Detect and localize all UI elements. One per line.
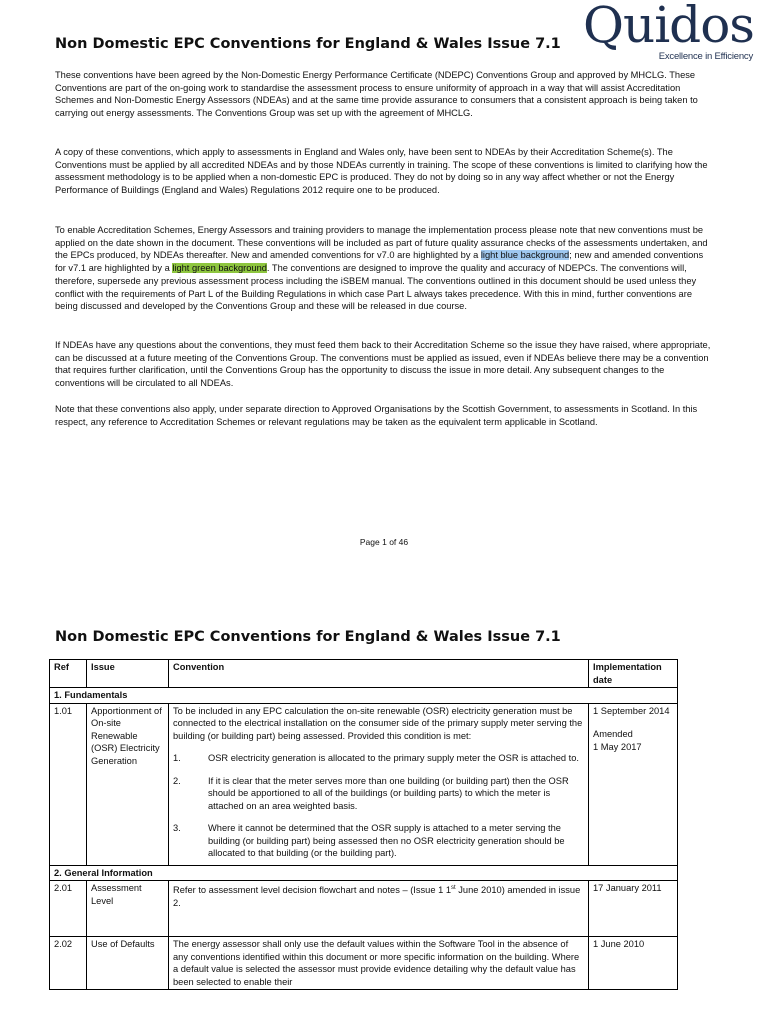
header-ref: Ref xyxy=(50,660,87,688)
cell-date: 1 June 2010 xyxy=(589,937,678,990)
list-item xyxy=(173,752,584,765)
cell-convention xyxy=(169,881,589,937)
list-item xyxy=(173,822,584,860)
intro-p3-text-c: . The conventions are designed to improve the quality and accuracy of NDEPCs. The conventions will, therefore, supersede any previous assessment process including the iSBEM manual. The conventions outlined in this document should be used unless they conflict with the requirements of Part L of the Building Regulations in which case Part L always takes precedence. With this in mind, further conventions are being discussed and developed by the Conventions Group and these will be released in due course. xyxy=(55,263,697,312)
section-title: 2. General Information xyxy=(50,865,678,881)
intro-paragraph-3 xyxy=(55,224,715,313)
intro-paragraph-4: If NDEAs have any questions about the conventions, they must feed them back to their Accreditation Scheme so the issue they have raised, where appropriate, can be discussed at a future meeting of the Conventions Group. The conventions must be applied as issued, even if NDEAs believe there may be a convention that requires further clarification, until the Conventions Group has the opportunity to discuss the issue in more detail. Any subsequent changes to the conventions will be circulated to all NDEAs. xyxy=(55,340,711,389)
intro-p3-text-b: ; new and amended conventions for v7.1 are highlighted by a xyxy=(55,250,704,274)
implementation-date: 1 September 2014 xyxy=(593,705,670,716)
intro-p3-text-a: To enable Accreditation Schemes, Energy Assessors and training providers to manage the implementation process please note that new conventions must be applied on the date shown in the document. These conventions will be included as part of future quality assurance checks of the assessments undertaken, and the EPCs produced, by NDEAs thereafter. New and amended conventions for v7.0 are highlighted by a xyxy=(55,225,708,261)
intro-paragraph-2: A copy of these conventions, which apply to assessments in England and Wales only, have been sent to NDEAs by their Accreditation Scheme(s). The Conventions must be applied by all accredited NDEAs and by those NDEAs currently in training. The scope of these conventions is limited to clarifying how the assessment methodology is to be applied when a non-domestic EPC is produced. They do not by doing so in any way affect whether or not the Energy Performance of Buildings (England and Wales) Regulations 2012 require one to be produced. xyxy=(55,147,708,196)
convention-text: To be included in any EPC calculation the on-site renewable (OSR) electricity generation must be connected to the electrical installation on the consumer side of the primary supply meter serving the building (or building part) being assessed. Provided this condition is met: xyxy=(173,705,583,741)
amended-date: 1 May 2017 xyxy=(593,741,642,752)
list-text: If it is clear that the meter serves more than one building (or building part) then the OSR should be apportioned to all of the buildings (or building parts) to which the meter is attached on an area weighted basis. xyxy=(208,775,569,811)
cell-date xyxy=(589,703,678,865)
intro-paragraph-5: Note that these conventions also apply, under separate direction to Approved Organisations by the Scottish Government, to assessments in Scotland. In this respect, any reference to Accreditation Schemes or relevant regulations may be taken as the equivalent term applicable in Scotland. xyxy=(55,404,698,427)
list-text: Where it cannot be determined that the OSR supply is attached to a meter serving the building (or building part) being assessed then no OSR electricity generation should be allocated to that building (or the building part). xyxy=(208,823,565,858)
header-issue: Issue xyxy=(87,660,169,688)
cell-issue: Use of Defaults xyxy=(87,937,169,990)
table-row xyxy=(50,703,678,865)
cell-convention xyxy=(169,703,589,865)
header-implementation-date: Implementation date xyxy=(589,660,678,688)
cell-convention: The energy assessor shall only use the default values within the Software Tool in the absence of any conventions identified within this document or more specific information on the building. Where a default value is selected the assessor must provide evidence detailing why the default value has been selected to enable their xyxy=(169,937,589,990)
document-title: Non Domestic EPC Conventions for England & Wales Issue 7.1 xyxy=(55,36,561,52)
cell-issue: Assessment Level xyxy=(87,881,169,937)
logo-tagline: Excellence in Efficiency xyxy=(658,51,753,62)
superscript-st: st xyxy=(451,885,456,891)
section-row xyxy=(50,865,678,881)
intro-paragraph-1: These conventions have been agreed by the Non-Domestic Energy Performance Certificate (NDEPC) Conventions Group and approved by MHCLG. These Conventions are part of the on-going work to standardise the assessment process to ensure uniformity of approach in a way that will assist Accreditation Schemes and Non-Domestic Energy Assessors (NDEAs) and at the same time provide assurance to consumers that a consistent approach is being taken to carrying out energy assessments. The Conventions Group was set up with the agreement of MHCLG. xyxy=(55,70,698,119)
cell-ref: 2.02 xyxy=(50,937,87,990)
document-title-page-2: Non Domestic EPC Conventions for England & Wales Issue 7.1 xyxy=(55,629,561,645)
table-row xyxy=(50,881,678,937)
cell-date: 17 January 2011 xyxy=(589,881,678,937)
list-number: 1. xyxy=(173,753,181,763)
section-title: 1. Fundamentals xyxy=(50,688,678,704)
list-number: 3. xyxy=(173,823,181,833)
logo-wordmark: Quidos xyxy=(583,0,754,54)
table-header-row xyxy=(50,660,678,688)
header-convention: Convention xyxy=(169,660,589,688)
list-text: OSR electricity generation is allocated to the primary supply meter the OSR is attached to. xyxy=(208,753,580,763)
highlight-light-blue: light blue background xyxy=(480,250,570,261)
quidos-logo xyxy=(583,0,759,64)
section-row xyxy=(50,688,678,704)
cell-ref: 2.01 xyxy=(50,881,87,937)
cell-issue: Apportionment of On-site Renewable (OSR) Electricity Generation xyxy=(87,703,169,865)
convention-text-a: Refer to assessment level decision flowchart and notes – (Issue 1 1 xyxy=(173,885,452,896)
cell-ref: 1.01 xyxy=(50,703,87,865)
table-row xyxy=(50,937,678,990)
conventions-table xyxy=(49,659,678,990)
highlight-light-green: light green background xyxy=(172,263,267,274)
list-number: 2. xyxy=(173,775,181,786)
list-item xyxy=(173,775,584,813)
convention-text-b: June 2010) amended in issue 2. xyxy=(173,885,581,908)
amended-label: Amended xyxy=(593,729,633,739)
page-number: Page 1 of 46 xyxy=(359,537,409,547)
